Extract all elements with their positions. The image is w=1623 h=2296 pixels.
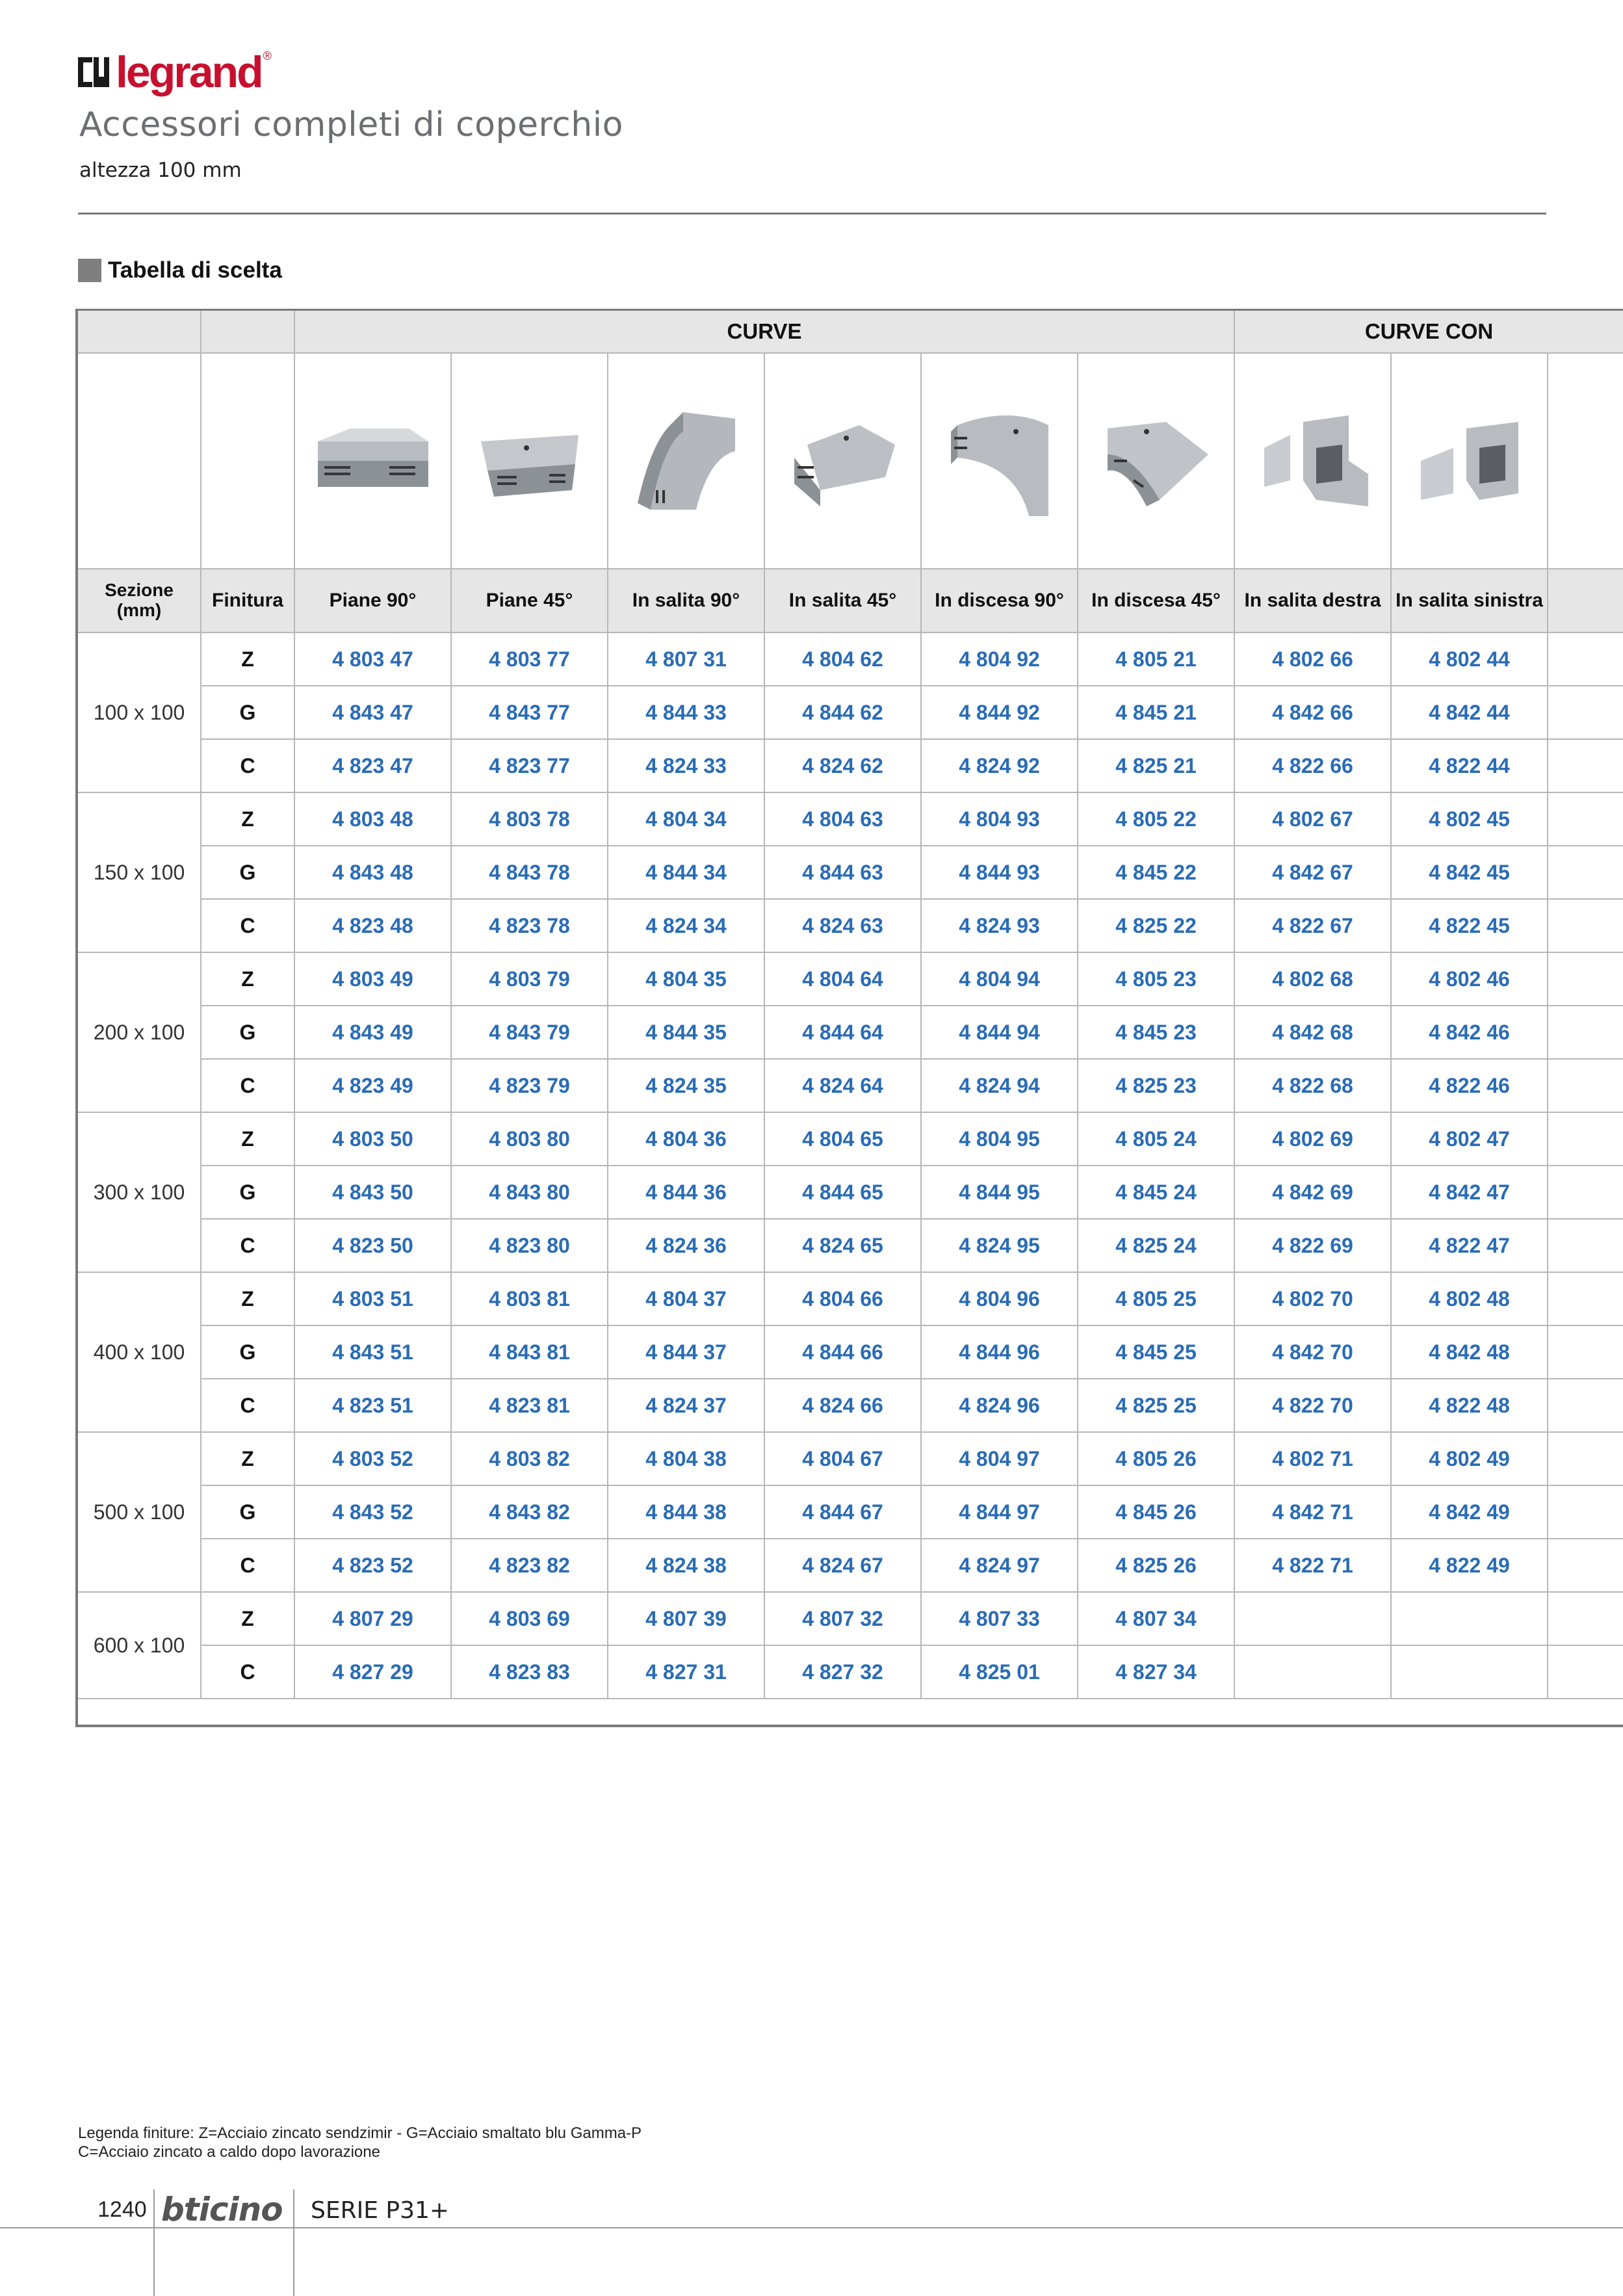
product-code-cell: 4 845 25 xyxy=(1078,1325,1234,1379)
product-code-cell: 4 824 64 xyxy=(764,1059,921,1112)
col-header-piane-45: Piane 45° xyxy=(451,569,608,633)
table-row xyxy=(77,739,1623,792)
empty-cell xyxy=(1548,739,1623,792)
product-code-cell: 4 824 65 xyxy=(764,1219,921,1272)
product-code-cell: 4 823 79 xyxy=(451,1059,608,1112)
empty-cell xyxy=(1548,792,1623,846)
product-code-cell: 4 803 47 xyxy=(294,633,451,686)
product-code-cell: 4 804 35 xyxy=(608,952,764,1006)
table-row xyxy=(77,1379,1623,1432)
product-code-cell: 4 822 47 xyxy=(1391,1219,1548,1272)
product-code-cell: 4 824 34 xyxy=(608,899,764,952)
product-code-cell: 4 804 67 xyxy=(764,1432,921,1485)
product-code-cell: 4 807 39 xyxy=(608,1592,764,1645)
product-code-cell: 4 824 37 xyxy=(608,1379,764,1432)
product-code-cell: 4 804 37 xyxy=(608,1272,764,1325)
product-code-cell: 4 842 44 xyxy=(1391,686,1548,739)
product-code-cell: 4 843 81 xyxy=(451,1325,608,1379)
logo-text: legrand xyxy=(116,47,262,97)
table-row xyxy=(77,1059,1623,1112)
product-code-cell: 4 842 47 xyxy=(1391,1166,1548,1219)
table-row xyxy=(77,1485,1623,1539)
finish-cell: C xyxy=(201,899,294,952)
product-code-cell: 4 807 34 xyxy=(1078,1592,1234,1645)
product-code-cell: 4 844 63 xyxy=(764,846,921,899)
product-code-cell: 4 804 95 xyxy=(921,1112,1078,1166)
product-code-cell xyxy=(1391,1645,1548,1699)
product-code-cell: 4 807 33 xyxy=(921,1592,1078,1645)
product-code-cell: 4 844 33 xyxy=(608,686,764,739)
product-code-cell: 4 843 77 xyxy=(451,686,608,739)
finish-cell: Z xyxy=(201,1272,294,1325)
product-code-cell: 4 823 83 xyxy=(451,1645,608,1699)
finish-cell: C xyxy=(201,1379,294,1432)
finish-cell: G xyxy=(201,1166,294,1219)
product-code-cell: 4 805 24 xyxy=(1078,1112,1234,1166)
product-code-cell: 4 804 65 xyxy=(764,1112,921,1166)
riser-90-bend-icon xyxy=(625,406,748,516)
legend-line-2: C=Acciaio zincato a caldo dopo lavorazione xyxy=(78,2143,380,2161)
product-code-cell: 4 825 23 xyxy=(1078,1059,1234,1112)
left-riser-bend-icon xyxy=(1408,409,1531,513)
table-row xyxy=(77,952,1623,1006)
product-code-cell: 4 804 38 xyxy=(608,1432,764,1485)
product-code-cell: 4 844 67 xyxy=(764,1485,921,1539)
table-row xyxy=(77,686,1623,739)
bticino-logo: bticino xyxy=(161,2191,283,2228)
empty-cell xyxy=(1548,1059,1623,1112)
product-code-cell: 4 804 66 xyxy=(764,1272,921,1325)
product-code-cell: 4 822 44 xyxy=(1391,739,1548,792)
product-image xyxy=(1234,353,1391,569)
product-code-cell: 4 824 93 xyxy=(921,899,1078,952)
table-row xyxy=(77,792,1623,846)
header-blank xyxy=(201,310,294,353)
product-code-cell: 4 823 77 xyxy=(451,739,608,792)
product-code-cell: 4 823 47 xyxy=(294,739,451,792)
product-code-cell: 4 842 67 xyxy=(1234,846,1391,899)
product-code-cell: 4 827 34 xyxy=(1078,1645,1234,1699)
section-size-cell: 200 x 100 xyxy=(77,952,201,1112)
selection-table xyxy=(77,309,1623,1699)
finish-cell: C xyxy=(201,1645,294,1699)
product-image xyxy=(921,353,1078,569)
product-code-cell: 4 825 22 xyxy=(1078,899,1234,952)
section-size-cell: 150 x 100 xyxy=(77,792,201,952)
product-code-cell: 4 804 94 xyxy=(921,952,1078,1006)
empty-cell xyxy=(1548,1432,1623,1485)
product-code-cell: 4 805 25 xyxy=(1078,1272,1234,1325)
empty-cell xyxy=(1548,1379,1623,1432)
table-row xyxy=(77,1112,1623,1166)
legend-line-1: Legenda finiture: Z=Acciaio zincato sendzimir - G=Acciaio smaltato blu Gamma-P xyxy=(78,2124,642,2142)
finish-cell: Z xyxy=(201,1112,294,1166)
table-row xyxy=(77,1166,1623,1219)
group-header-curve-con: CURVE CON xyxy=(1234,310,1623,353)
legrand-logo xyxy=(78,47,272,98)
product-code-cell: 4 842 49 xyxy=(1391,1485,1548,1539)
right-riser-bend-icon xyxy=(1251,409,1375,513)
product-code-cell: 4 845 23 xyxy=(1078,1006,1234,1059)
image-blank xyxy=(1548,353,1623,569)
product-code-cell: 4 844 35 xyxy=(608,1006,764,1059)
finish-cell: Z xyxy=(201,633,294,686)
product-code-cell xyxy=(1234,1592,1391,1645)
product-code-cell: 4 843 49 xyxy=(294,1006,451,1059)
product-code-cell: 4 843 48 xyxy=(294,846,451,899)
product-code-cell: 4 825 24 xyxy=(1078,1219,1234,1272)
product-code-cell: 4 844 96 xyxy=(921,1325,1078,1379)
section-size-cell: 300 x 100 xyxy=(77,1112,201,1272)
product-code-cell: 4 807 32 xyxy=(764,1592,921,1645)
product-code-cell: 4 823 82 xyxy=(451,1539,608,1592)
product-code-cell: 4 802 69 xyxy=(1234,1112,1391,1166)
product-code-cell: 4 822 67 xyxy=(1234,899,1391,952)
product-code-cell: 4 842 71 xyxy=(1234,1485,1391,1539)
product-code-cell: 4 824 36 xyxy=(608,1219,764,1272)
flat-90-bend-icon xyxy=(311,415,435,506)
finish-cell: C xyxy=(201,1539,294,1592)
product-code-cell: 4 803 50 xyxy=(294,1112,451,1166)
product-code-cell: 4 827 32 xyxy=(764,1645,921,1699)
product-code-cell: 4 824 33 xyxy=(608,739,764,792)
table-row xyxy=(77,1592,1623,1645)
product-code-cell: 4 804 34 xyxy=(608,792,764,846)
product-code-cell: 4 824 97 xyxy=(921,1539,1078,1592)
product-image xyxy=(764,353,921,569)
product-code-cell: 4 803 51 xyxy=(294,1272,451,1325)
product-code-cell: 4 842 48 xyxy=(1391,1325,1548,1379)
product-code-cell: 4 844 93 xyxy=(921,846,1078,899)
image-blank xyxy=(77,353,201,569)
product-code-cell: 4 805 22 xyxy=(1078,792,1234,846)
product-code-cell: 4 825 26 xyxy=(1078,1539,1234,1592)
finish-cell: C xyxy=(201,1219,294,1272)
product-code-cell: 4 842 68 xyxy=(1234,1006,1391,1059)
table-row xyxy=(77,1432,1623,1485)
product-code-cell: 4 844 38 xyxy=(608,1485,764,1539)
empty-cell xyxy=(1548,1325,1623,1379)
product-code-cell: 4 822 70 xyxy=(1234,1379,1391,1432)
product-code-cell: 4 824 66 xyxy=(764,1379,921,1432)
product-code-cell: 4 842 66 xyxy=(1234,686,1391,739)
product-code-cell: 4 822 45 xyxy=(1391,899,1548,952)
section-size-cell: 600 x 100 xyxy=(77,1592,201,1699)
table-row xyxy=(77,633,1623,686)
product-image xyxy=(1391,353,1548,569)
product-code-cell: 4 842 69 xyxy=(1234,1166,1391,1219)
product-code-cell: 4 844 36 xyxy=(608,1166,764,1219)
col-header-in-salita-45: In salita 45° xyxy=(764,569,921,633)
table-body xyxy=(77,633,1623,1699)
product-image xyxy=(1078,353,1234,569)
product-code-cell: 4 804 62 xyxy=(764,633,921,686)
product-code-cell: 4 804 96 xyxy=(921,1272,1078,1325)
title-divider xyxy=(78,213,1546,215)
product-code-cell: 4 803 49 xyxy=(294,952,451,1006)
product-code-cell: 4 845 24 xyxy=(1078,1166,1234,1219)
finish-legend xyxy=(78,2124,642,2162)
product-code-cell: 4 845 22 xyxy=(1078,846,1234,899)
product-code-cell: 4 843 78 xyxy=(451,846,608,899)
product-code-cell: 4 802 66 xyxy=(1234,633,1391,686)
product-code-cell: 4 804 64 xyxy=(764,952,921,1006)
empty-cell xyxy=(1548,899,1623,952)
riser-45-bend-icon xyxy=(781,412,905,510)
product-code-cell: 4 822 49 xyxy=(1391,1539,1548,1592)
product-code-cell: 4 802 68 xyxy=(1234,952,1391,1006)
product-code-cell: 4 823 81 xyxy=(451,1379,608,1432)
product-code-cell: 4 802 70 xyxy=(1234,1272,1391,1325)
product-code-cell: 4 822 71 xyxy=(1234,1539,1391,1592)
product-code-cell: 4 824 63 xyxy=(764,899,921,952)
product-code-cell: 4 803 80 xyxy=(451,1112,608,1166)
empty-cell xyxy=(1548,1219,1623,1272)
product-code-cell: 4 802 44 xyxy=(1391,633,1548,686)
empty-cell xyxy=(1548,952,1623,1006)
product-image xyxy=(294,353,451,569)
product-code-cell: 4 844 65 xyxy=(764,1166,921,1219)
col-header-in-salita-sinistra: In salita sinistra xyxy=(1391,569,1548,633)
footer-vertical-rule xyxy=(153,2189,155,2296)
product-code-cell: 4 823 51 xyxy=(294,1379,451,1432)
product-code-cell: 4 842 70 xyxy=(1234,1325,1391,1379)
section-heading-text: Tabella di scelta xyxy=(108,257,282,283)
legrand-mark-icon xyxy=(78,56,110,88)
product-code-cell: 4 843 50 xyxy=(294,1166,451,1219)
empty-cell xyxy=(1548,1645,1623,1699)
product-code-cell: 4 844 66 xyxy=(764,1325,921,1379)
table-bottom-border xyxy=(77,1725,1623,1727)
product-code-cell: 4 822 66 xyxy=(1234,739,1391,792)
product-code-cell: 4 823 48 xyxy=(294,899,451,952)
product-code-cell: 4 823 78 xyxy=(451,899,608,952)
product-code-cell: 4 803 81 xyxy=(451,1272,608,1325)
page-title: Accessori completi di coperchio xyxy=(79,105,623,144)
product-code-cell: 4 824 92 xyxy=(921,739,1078,792)
product-code-cell: 4 844 95 xyxy=(921,1166,1078,1219)
table-row xyxy=(77,1272,1623,1325)
product-code-cell: 4 805 21 xyxy=(1078,633,1234,686)
empty-cell xyxy=(1548,1592,1623,1645)
descent-90-bend-icon xyxy=(938,399,1061,523)
finish-cell: C xyxy=(201,1059,294,1112)
product-code-cell: 4 803 48 xyxy=(294,792,451,846)
product-code-cell: 4 825 21 xyxy=(1078,739,1234,792)
product-code-cell: 4 824 95 xyxy=(921,1219,1078,1272)
flat-45-bend-icon xyxy=(468,415,591,506)
registered-mark: ® xyxy=(263,49,272,62)
table-row xyxy=(77,1645,1623,1699)
table-top-border xyxy=(77,309,1623,311)
product-code-cell: 4 807 31 xyxy=(608,633,764,686)
series-label: SERIE P31+ xyxy=(311,2197,450,2224)
finish-cell: C xyxy=(201,739,294,792)
page-subtitle: altezza 100 mm xyxy=(79,159,242,182)
empty-cell xyxy=(1548,633,1623,686)
product-code-cell: 4 803 69 xyxy=(451,1592,608,1645)
col-header-in-salita-90: In salita 90° xyxy=(608,569,764,633)
product-code-cell: 4 823 52 xyxy=(294,1539,451,1592)
product-code-cell xyxy=(1391,1592,1548,1645)
product-code-cell: 4 844 92 xyxy=(921,686,1078,739)
product-code-cell: 4 822 69 xyxy=(1234,1219,1391,1272)
product-code-cell: 4 844 62 xyxy=(764,686,921,739)
product-code-cell: 4 803 52 xyxy=(294,1432,451,1485)
finish-cell: G xyxy=(201,1006,294,1059)
product-code-cell: 4 824 62 xyxy=(764,739,921,792)
finish-cell: Z xyxy=(201,952,294,1006)
product-code-cell: 4 824 67 xyxy=(764,1539,921,1592)
product-code-cell: 4 842 46 xyxy=(1391,1006,1548,1059)
page-number: 1240 xyxy=(97,2197,147,2222)
product-code-cell: 4 827 31 xyxy=(608,1645,764,1699)
product-code-cell: 4 825 25 xyxy=(1078,1379,1234,1432)
finish-cell: Z xyxy=(201,1592,294,1645)
descent-45-bend-icon xyxy=(1095,409,1218,513)
product-code-cell: 4 802 46 xyxy=(1391,952,1548,1006)
product-code-cell: 4 844 94 xyxy=(921,1006,1078,1059)
col-header-section xyxy=(77,569,201,633)
product-code-cell xyxy=(1234,1645,1391,1699)
section-size-cell: 400 x 100 xyxy=(77,1272,201,1432)
table-row xyxy=(77,1219,1623,1272)
product-code-cell: 4 843 51 xyxy=(294,1325,451,1379)
empty-cell xyxy=(1548,1485,1623,1539)
product-code-cell: 4 803 77 xyxy=(451,633,608,686)
product-code-cell: 4 802 48 xyxy=(1391,1272,1548,1325)
finish-cell: G xyxy=(201,1325,294,1379)
product-image xyxy=(451,353,608,569)
section-heading xyxy=(78,257,282,283)
product-code-cell: 4 823 80 xyxy=(451,1219,608,1272)
product-code-cell: 4 844 64 xyxy=(764,1006,921,1059)
product-code-cell: 4 803 78 xyxy=(451,792,608,846)
product-code-cell: 4 804 97 xyxy=(921,1432,1078,1485)
product-code-cell: 4 805 26 xyxy=(1078,1432,1234,1485)
product-code-cell: 4 802 71 xyxy=(1234,1432,1391,1485)
product-code-cell: 4 845 21 xyxy=(1078,686,1234,739)
product-code-cell: 4 802 45 xyxy=(1391,792,1548,846)
group-header-curve: CURVE xyxy=(294,310,1234,353)
empty-cell xyxy=(1548,1539,1623,1592)
product-code-cell: 4 825 01 xyxy=(921,1645,1078,1699)
table-row xyxy=(77,1006,1623,1059)
product-code-cell: 4 822 68 xyxy=(1234,1059,1391,1112)
col-header-finish: Finitura xyxy=(201,569,294,633)
product-code-cell: 4 843 47 xyxy=(294,686,451,739)
product-code-cell: 4 844 34 xyxy=(608,846,764,899)
product-code-cell: 4 824 35 xyxy=(608,1059,764,1112)
finish-cell: G xyxy=(201,686,294,739)
product-code-cell: 4 804 63 xyxy=(764,792,921,846)
product-code-cell: 4 824 96 xyxy=(921,1379,1078,1432)
table-row xyxy=(77,1539,1623,1592)
product-code-cell: 4 843 79 xyxy=(451,1006,608,1059)
col-header-piane-90: Piane 90° xyxy=(294,569,451,633)
empty-cell xyxy=(1548,846,1623,899)
table-row xyxy=(77,846,1623,899)
finish-cell: Z xyxy=(201,1432,294,1485)
finish-cell: Z xyxy=(201,792,294,846)
product-code-cell: 4 842 45 xyxy=(1391,846,1548,899)
product-code-cell: 4 843 52 xyxy=(294,1485,451,1539)
product-code-cell: 4 802 49 xyxy=(1391,1432,1548,1485)
empty-cell xyxy=(1548,1272,1623,1325)
footer-vertical-rule xyxy=(293,2189,294,2296)
finish-cell: G xyxy=(201,1485,294,1539)
col-header-in-discesa-90: In discesa 90° xyxy=(921,569,1078,633)
table-row xyxy=(77,899,1623,952)
product-code-cell: 4 845 26 xyxy=(1078,1485,1234,1539)
product-code-cell: 4 807 29 xyxy=(294,1592,451,1645)
product-code-cell: 4 804 93 xyxy=(921,792,1078,846)
product-code-cell: 4 804 36 xyxy=(608,1112,764,1166)
product-code-cell: 4 802 47 xyxy=(1391,1112,1548,1166)
product-code-cell: 4 824 38 xyxy=(608,1539,764,1592)
table-left-border xyxy=(75,309,78,1727)
col-header-in-discesa-45: In discesa 45° xyxy=(1078,569,1234,633)
product-code-cell: 4 822 46 xyxy=(1391,1059,1548,1112)
col-header-blank xyxy=(1548,569,1623,633)
finish-cell: G xyxy=(201,846,294,899)
col-header-in-salita-destra: In salita destra xyxy=(1234,569,1391,633)
section-size-cell: 100 x 100 xyxy=(77,633,201,792)
product-code-cell: 4 804 92 xyxy=(921,633,1078,686)
section-size-cell: 500 x 100 xyxy=(77,1432,201,1592)
product-code-cell: 4 843 80 xyxy=(451,1166,608,1219)
product-image xyxy=(608,353,764,569)
product-code-cell: 4 823 49 xyxy=(294,1059,451,1112)
empty-cell xyxy=(1548,1166,1623,1219)
product-code-cell: 4 844 97 xyxy=(921,1485,1078,1539)
product-code-cell: 4 822 48 xyxy=(1391,1379,1548,1432)
col-header-section-text: Sezione (mm) xyxy=(105,580,174,620)
empty-cell xyxy=(1548,1112,1623,1166)
image-blank xyxy=(201,353,294,569)
header-blank xyxy=(77,310,201,353)
product-code-cell: 4 844 37 xyxy=(608,1325,764,1379)
table-row xyxy=(77,1325,1623,1379)
product-code-cell: 4 805 23 xyxy=(1078,952,1234,1006)
section-square-icon xyxy=(78,259,101,282)
empty-cell xyxy=(1548,1006,1623,1059)
product-code-cell: 4 803 79 xyxy=(451,952,608,1006)
product-code-cell: 4 827 29 xyxy=(294,1645,451,1699)
product-code-cell: 4 824 94 xyxy=(921,1059,1078,1112)
product-code-cell: 4 823 50 xyxy=(294,1219,451,1272)
empty-cell xyxy=(1548,686,1623,739)
product-code-cell: 4 843 82 xyxy=(451,1485,608,1539)
product-code-cell: 4 803 82 xyxy=(451,1432,608,1485)
product-code-cell: 4 802 67 xyxy=(1234,792,1391,846)
